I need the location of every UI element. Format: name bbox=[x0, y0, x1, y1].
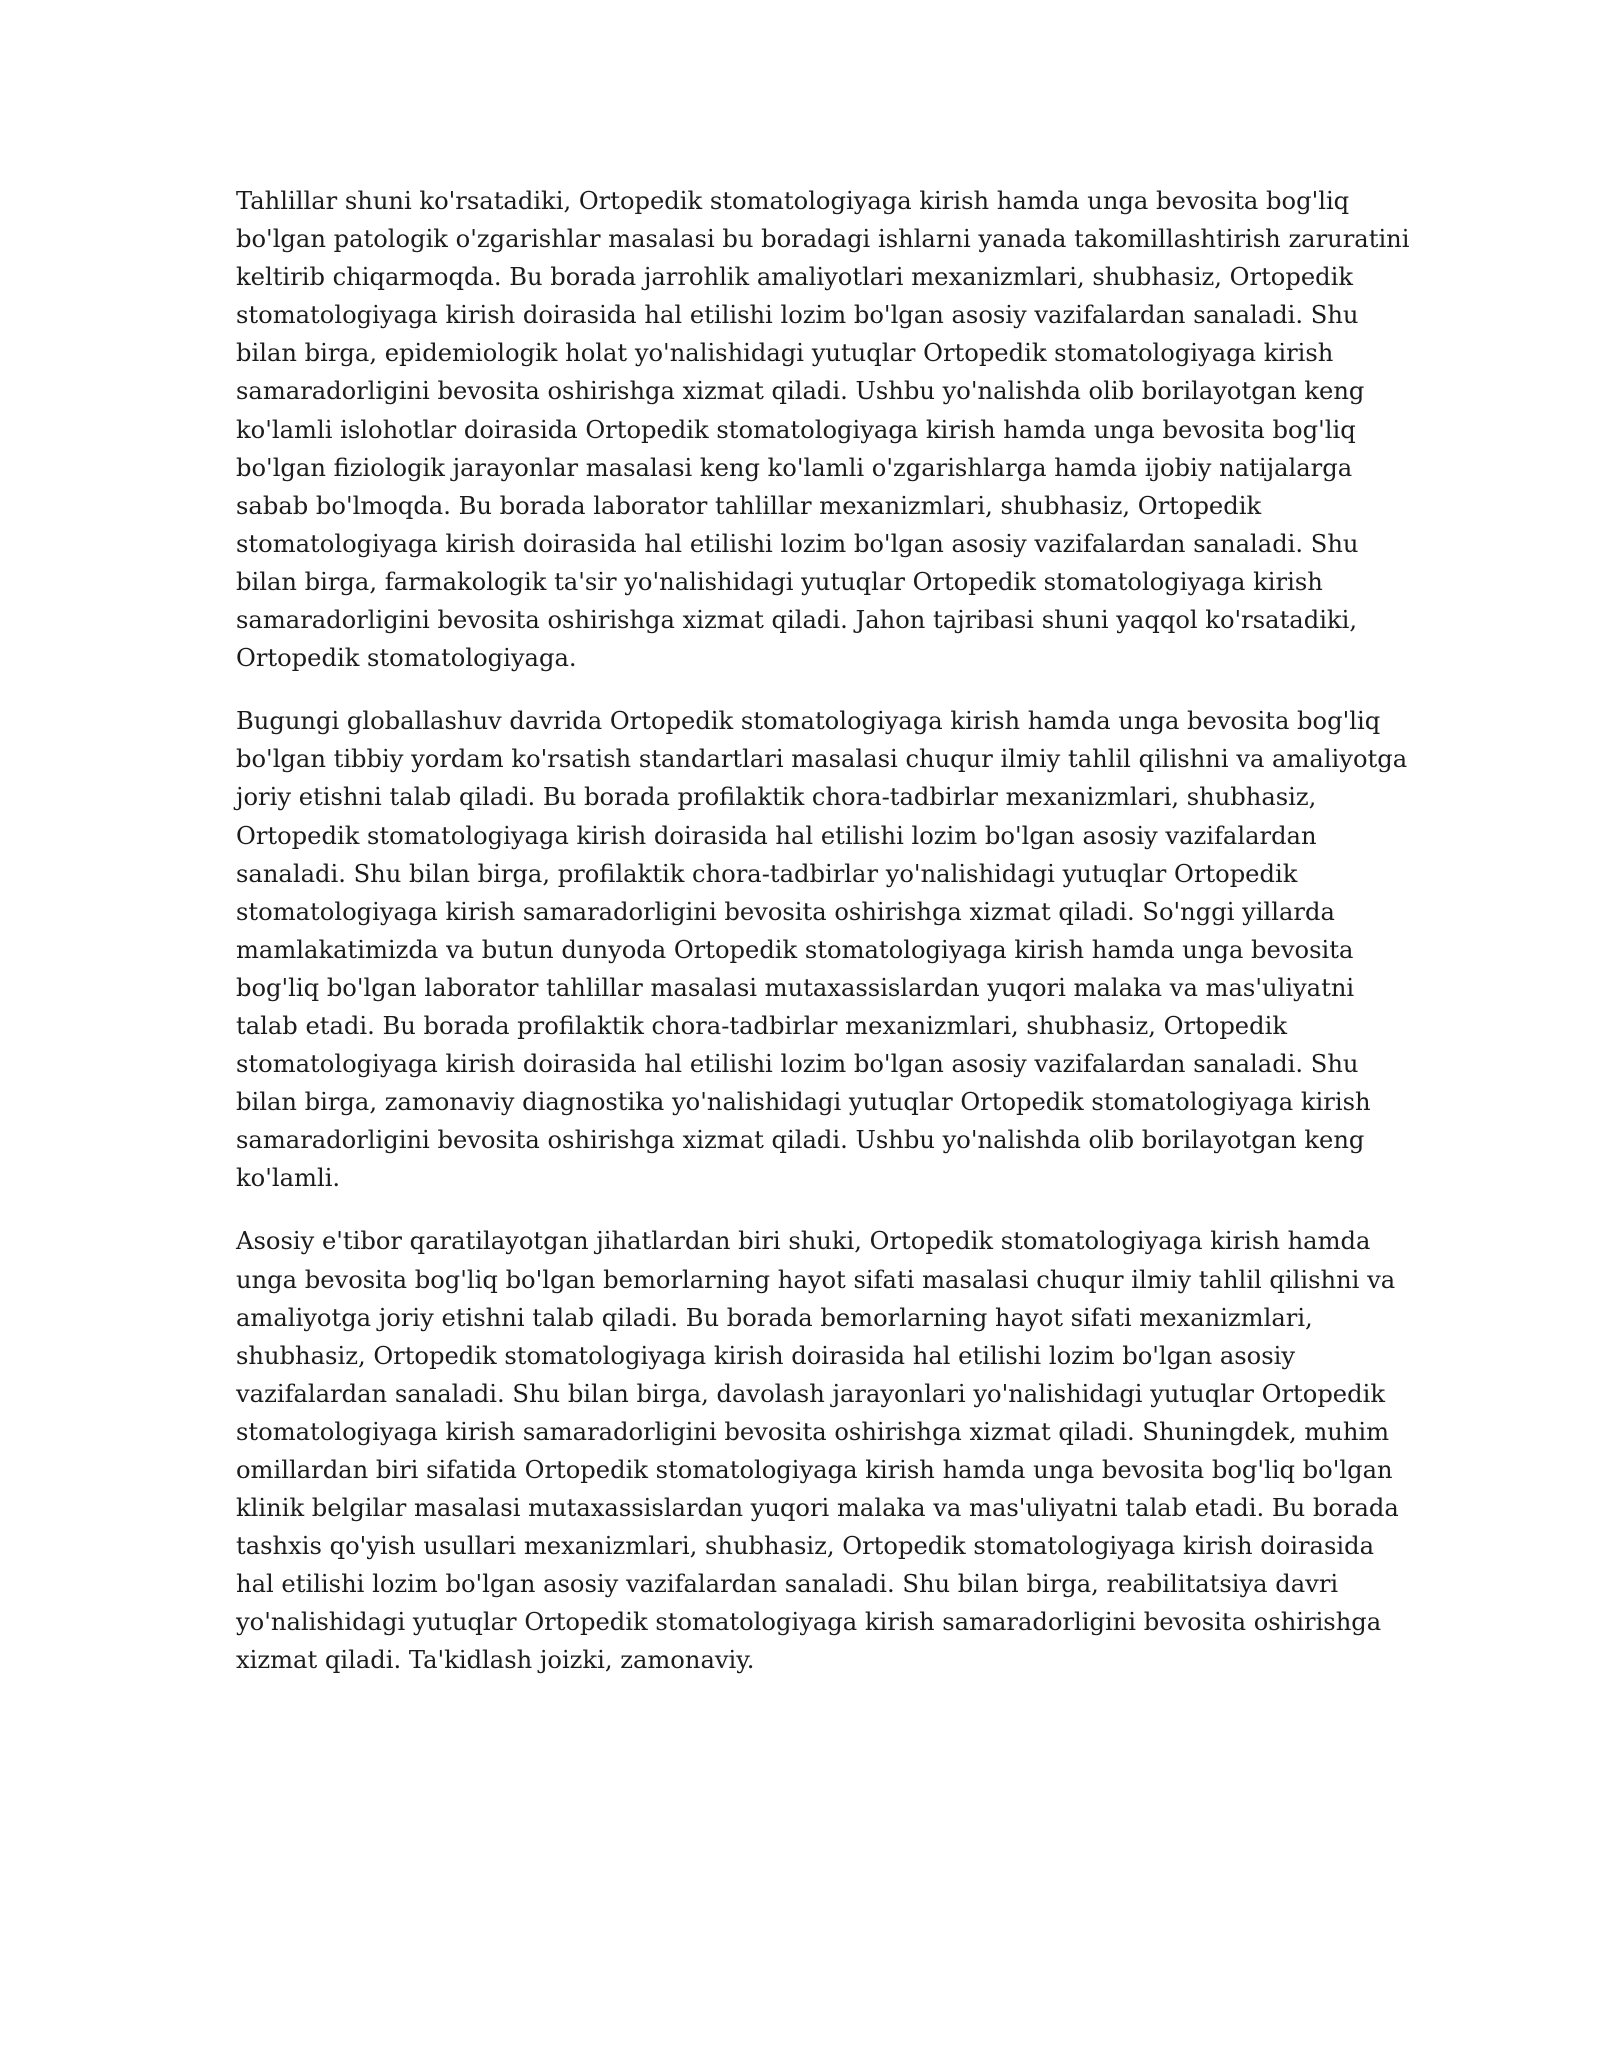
text-line: stomatologiyaga kirish doirasida hal etilishi lozim bo'lgan asosiy vazifalardan sanaladi. Shu bbox=[236, 1050, 1359, 1079]
text-line: shubhasiz, Ortopedik stomatologiyaga kirish doirasida hal etilishi lozim bo'lgan asosiy bbox=[236, 1341, 1296, 1370]
text-line: Bugungi globallashuv davrida Ortopedik stomatologiyaga kirish hamda unga bevosita bog'liq bbox=[236, 707, 1381, 736]
text-line: klinik belgilar masalasi mutaxassislardan yuqori malaka va mas'uliyatni talab etadi. Bu borada bbox=[236, 1494, 1399, 1523]
text-line: samaradorligini bevosita oshirishga xizmat qiladi. Ushbu yo'nalishda olib borilayotgan keng bbox=[236, 377, 1365, 406]
text-line: ko'lamli islohotlar doirasida Ortopedik stomatologiyaga kirish hamda unga bevosita bog'liq bbox=[236, 415, 1356, 444]
text-line: vazifalardan sanaladi. Shu bilan birga, davolash jarayonlari yo'nalishidagi yutuqlar Ortopedik bbox=[236, 1379, 1386, 1408]
paragraph-2 bbox=[236, 702, 1408, 1197]
text-line: keltirib chiqarmoqda. Bu borada jarrohlik amaliyotlari mexanizmlari, shubhasiz, Ortopedik bbox=[236, 263, 1354, 292]
text-line: Asosiy e'tibor qaratilayotgan jihatlardan biri shuki, Ortopedik stomatologiyaga kirish hamda bbox=[236, 1227, 1371, 1256]
text-line: stomatologiyaga kirish samaradorligini bevosita oshirishga xizmat qiladi. Shuningdek, muhim bbox=[236, 1417, 1390, 1446]
text-line: sabab bo'lmoqda. Bu borada laborator tahlillar mexanizmlari, shubhasiz, Ortopedik bbox=[236, 491, 1262, 520]
text-line: omillardan biri sifatida Ortopedik stomatologiyaga kirish hamda unga bevosita bog'liq bo'lgan bbox=[236, 1456, 1393, 1484]
text-line: stomatologiyaga kirish doirasida hal etilishi lozim bo'lgan asosiy vazifalardan sanaladi. Shu bbox=[236, 529, 1359, 558]
text-line: Ortopedik stomatologiyaga kirish doirasida hal etilishi lozim bo'lgan asosiy vazifalardan bbox=[236, 821, 1317, 850]
text-line: Tahlillar shuni ko'rsatadiki, Ortopedik stomatologiyaga kirish hamda unga bevosita bog'liq bbox=[236, 187, 1350, 215]
text-line: stomatologiyaga kirish doirasida hal etilishi lozim bo'lgan asosiy vazifalardan sanaladi. Shu bbox=[236, 301, 1359, 330]
text-line: samaradorligini bevosita oshirishga xizmat qiladi. Ushbu yo'nalishda olib borilayotgan keng bbox=[236, 1126, 1365, 1155]
text-line: unga bevosita bog'liq bo'lgan bemorlarning hayot sifati masalasi chuqur ilmiy tahlil qilishni va bbox=[236, 1265, 1396, 1294]
text-line: ko'lamli. bbox=[236, 1164, 341, 1193]
text-line: bo'lgan fiziologik jarayonlar masalasi keng ko'lamli o'zgarishlarga hamda ijobiy natijalarga bbox=[236, 453, 1353, 482]
text-line: bo'lgan tibbiy yordam ko'rsatish standartlari masalasi chuqur ilmiy tahlil qilishni va amaliyotga bbox=[236, 745, 1408, 774]
text-line: bilan birga, farmakologik ta'sir yo'nalishidagi yutuqlar Ortopedik stomatologiyaga kirish bbox=[236, 567, 1323, 596]
paragraph-3 bbox=[236, 1222, 1399, 1679]
text-line: samaradorligini bevosita oshirishga xizmat qiladi. Jahon tajribasi shuni yaqqol ko'rsatadiki, bbox=[236, 606, 1358, 635]
text-line: Ortopedik stomatologiyaga. bbox=[236, 644, 577, 673]
text-line: tashxis qo'yish usullari mexanizmlari, shubhasiz, Ortopedik stomatologiyaga kirish doirasida bbox=[236, 1532, 1375, 1561]
text-line: hal etilishi lozim bo'lgan asosiy vazifalardan sanaladi. Shu bilan birga, reabilitatsiya davri bbox=[236, 1570, 1339, 1599]
text-line: talab etadi. Bu borada profilaktik chora-tadbirlar mexanizmlari, shubhasiz, Ortopedik bbox=[236, 1011, 1287, 1040]
text-line: stomatologiyaga kirish samaradorligini bevosita oshirishga xizmat qiladi. So'nggi yillarda bbox=[236, 897, 1335, 926]
document-body bbox=[236, 182, 1410, 1705]
text-line: xizmat qiladi. Ta'kidlash joizki, zamonaviy. bbox=[236, 1646, 755, 1675]
text-line: bo'lgan patologik o'zgarishlar masalasi bu boradagi ishlarni yanada takomillashtirish zaruratini bbox=[236, 225, 1410, 254]
text-line: joriy etishni talab qiladi. Bu borada profilaktik chora-tadbirlar mexanizmlari, shubhasiz, bbox=[236, 783, 1317, 812]
text-line: bilan birga, zamonaviy diagnostika yo'nalishidagi yutuqlar Ortopedik stomatologiyaga kirish bbox=[236, 1088, 1371, 1117]
text-line: bilan birga, epidemiologik holat yo'nalishidagi yutuqlar Ortopedik stomatologiyaga kirish bbox=[236, 339, 1334, 368]
text-line: yo'nalishidagi yutuqlar Ortopedik stomatologiyaga kirish samaradorligini bevosita oshirishga bbox=[236, 1608, 1382, 1637]
paragraph-1 bbox=[236, 182, 1410, 677]
text-line: bog'liq bo'lgan laborator tahlillar masalasi mutaxassislardan yuqori malaka va mas'uliyatni bbox=[236, 973, 1355, 1002]
text-line: mamlakatimizda va butun dunyoda Ortopedik stomatologiyaga kirish hamda unga bevosita bbox=[236, 935, 1354, 964]
text-line: sanaladi. Shu bilan birga, profilaktik chora-tadbirlar yo'nalishidagi yutuqlar Ortopedik bbox=[236, 859, 1298, 888]
text-line: amaliyotga joriy etishni talab qiladi. Bu borada bemorlarning hayot sifati mexanizmlari, bbox=[236, 1303, 1313, 1332]
